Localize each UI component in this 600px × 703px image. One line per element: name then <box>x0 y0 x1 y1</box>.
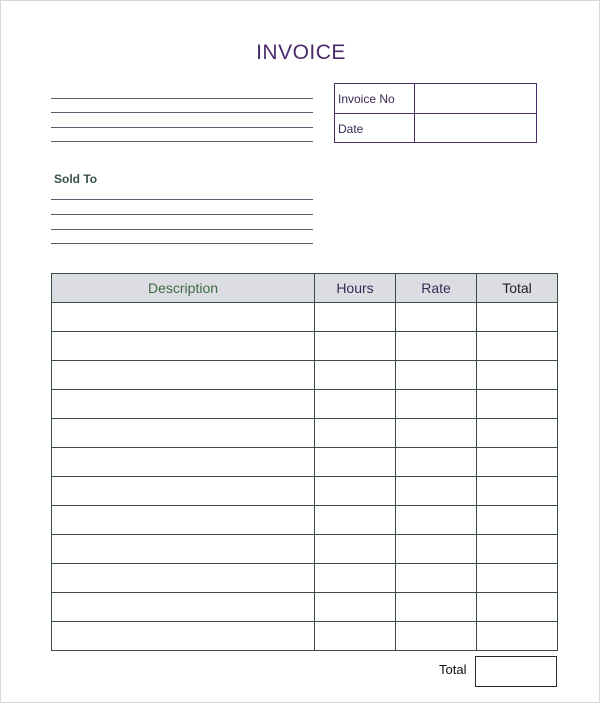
description-cell[interactable] <box>52 303 315 332</box>
date-label: Date <box>335 114 415 143</box>
sold-to-line-2[interactable] <box>51 214 313 215</box>
invoice-meta-box <box>334 83 537 143</box>
description-cell[interactable] <box>52 593 315 622</box>
header-hours: Hours <box>315 274 396 303</box>
description-cell[interactable] <box>52 564 315 593</box>
header-description: Description <box>52 274 315 303</box>
rate-cell[interactable] <box>396 419 477 448</box>
table-row <box>52 535 558 564</box>
description-cell[interactable] <box>52 332 315 361</box>
table-row <box>52 303 558 332</box>
hours-cell[interactable] <box>315 506 396 535</box>
rate-cell[interactable] <box>396 593 477 622</box>
description-cell[interactable] <box>52 622 315 651</box>
total-cell[interactable] <box>477 361 558 390</box>
seller-address-line-3[interactable] <box>51 127 313 128</box>
header-total: Total <box>477 274 558 303</box>
table-row <box>52 332 558 361</box>
total-cell[interactable] <box>477 506 558 535</box>
seller-address-line-4[interactable] <box>51 141 313 142</box>
hours-cell[interactable] <box>315 593 396 622</box>
description-cell[interactable] <box>52 419 315 448</box>
sold-to-label: Sold To <box>54 172 98 186</box>
grand-total-label: Total <box>439 662 467 677</box>
total-cell[interactable] <box>477 390 558 419</box>
hours-cell[interactable] <box>315 361 396 390</box>
description-cell[interactable] <box>52 535 315 564</box>
table-row <box>52 361 558 390</box>
total-cell[interactable] <box>477 448 558 477</box>
table-row <box>52 419 558 448</box>
invoice-no-row <box>335 84 536 113</box>
total-cell[interactable] <box>477 622 558 651</box>
table-row <box>52 477 558 506</box>
total-cell[interactable] <box>477 477 558 506</box>
hours-cell[interactable] <box>315 535 396 564</box>
invoice-no-field[interactable] <box>416 84 536 113</box>
table-row <box>52 448 558 477</box>
hours-cell[interactable] <box>315 622 396 651</box>
total-cell[interactable] <box>477 564 558 593</box>
total-cell[interactable] <box>477 419 558 448</box>
sold-to-line-1[interactable] <box>51 199 313 200</box>
rate-cell[interactable] <box>396 622 477 651</box>
table-row <box>52 506 558 535</box>
grand-total-field[interactable] <box>475 656 557 687</box>
line-items-table <box>51 273 558 651</box>
table-body <box>52 303 558 651</box>
description-cell[interactable] <box>52 448 315 477</box>
hours-cell[interactable] <box>315 332 396 361</box>
seller-address-line-2[interactable] <box>51 112 313 113</box>
rate-cell[interactable] <box>396 506 477 535</box>
rate-cell[interactable] <box>396 332 477 361</box>
date-row <box>335 113 536 143</box>
table-row <box>52 622 558 651</box>
hours-cell[interactable] <box>315 419 396 448</box>
hours-cell[interactable] <box>315 448 396 477</box>
date-field[interactable] <box>416 114 536 143</box>
rate-cell[interactable] <box>396 303 477 332</box>
description-cell[interactable] <box>52 477 315 506</box>
header-rate: Rate <box>396 274 477 303</box>
rate-cell[interactable] <box>396 390 477 419</box>
table-row <box>52 390 558 419</box>
rate-cell[interactable] <box>396 477 477 506</box>
invoice-title: INVOICE <box>256 41 346 64</box>
sold-to-line-4[interactable] <box>51 243 313 244</box>
rate-cell[interactable] <box>396 535 477 564</box>
table-header-row <box>52 274 558 303</box>
description-cell[interactable] <box>52 390 315 419</box>
total-cell[interactable] <box>477 332 558 361</box>
hours-cell[interactable] <box>315 564 396 593</box>
hours-cell[interactable] <box>315 303 396 332</box>
table-row <box>52 564 558 593</box>
seller-address-line-1[interactable] <box>51 98 313 99</box>
rate-cell[interactable] <box>396 448 477 477</box>
rate-cell[interactable] <box>396 564 477 593</box>
invoice-no-label: Invoice No <box>335 84 415 113</box>
description-cell[interactable] <box>52 361 315 390</box>
rate-cell[interactable] <box>396 361 477 390</box>
hours-cell[interactable] <box>315 390 396 419</box>
description-cell[interactable] <box>52 506 315 535</box>
total-cell[interactable] <box>477 535 558 564</box>
hours-cell[interactable] <box>315 477 396 506</box>
total-cell[interactable] <box>477 593 558 622</box>
sold-to-line-3[interactable] <box>51 229 313 230</box>
total-cell[interactable] <box>477 303 558 332</box>
table-row <box>52 593 558 622</box>
